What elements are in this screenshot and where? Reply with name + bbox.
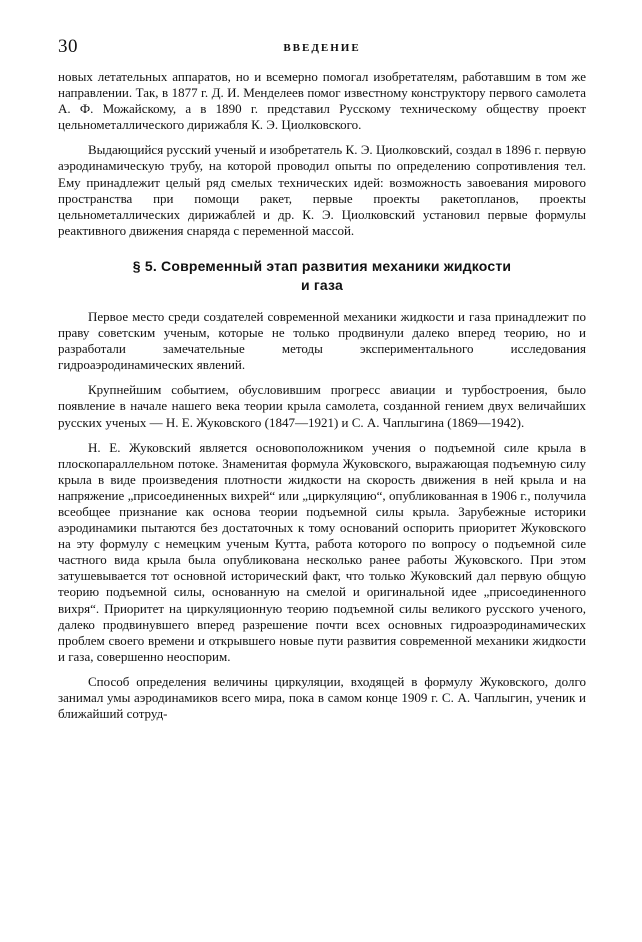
paragraph-soviet-scientists: Первое место среди создателей современной механики жидкости и газа принадлежит по праву советским ученым, которые не только продвинули далеко вперед теорию, но и разработали замечательные методы экспериментального исследования гидроаэродинамических явлений. — [58, 308, 586, 373]
running-head: ВВЕДЕНИЕ — [283, 42, 361, 54]
paragraph-continued: новых летательных аппаратов, но и всемерно помогал изобретателям, работавшим в том же направлении. Так, в 1877 г. Д. И. Менделеев помог известному конструктору первого самолета А. Ф. Можайскому, а в 1890 г. представил Русскому техническому обществу проект цельнометаллического дирижабля К. Э. Циолковского. — [58, 69, 586, 133]
page-body — [58, 69, 586, 722]
section-heading — [58, 257, 586, 295]
paragraph-tsiolkovsky: Выдающийся русский ученый и изобретатель К. Э. Циолковский, создал в 1896 г. первую аэродинамическую трубу, на которой проводил опыты по определению сопротивления тел. Ему принадлежит целый ряд смелых технических идей: возможность завоевания мирового пространства при помощи ракет, первые проекты ракетопланов, проекты цельнометаллических дирижаблей и др. К. Э. Циолковский установил первые формулы реактивного движения снаряда с переменной массой. — [58, 142, 586, 238]
paragraph-wing-theory: Крупнейшим событием, обусловившим прогресс авиации и турбостроения, было появление в начале нашего века теории крыла самолета, созданной гением двух величайших русских ученых — Н. Е. Жуковского (1847—1921) и С. А. Чаплыгина (1869—1942). — [58, 382, 586, 430]
page-number: 30 — [58, 36, 78, 57]
section-heading-line-2: и газа — [300, 276, 344, 293]
section-heading-line-1: § 5. Современный этап развития механики жидкости — [132, 257, 512, 274]
page-header — [58, 36, 586, 66]
book-page — [58, 36, 586, 722]
paragraph-circulation: Способ определения величины циркуляции, входящей в формулу Жуковского, долго занимал умы аэродинамиков всего мира, пока в самом конце 1909 г. С. А. Чаплыгин, ученик и ближайший сотруд- — [58, 673, 586, 722]
paragraph-zhukovsky: Н. Е. Жуковский является основоположником учения о подъемной силе крыла в плоскопараллельном потоке. Знаменитая формула Жуковского, выражающая подъемную силу крыла в виде произведения плотности жидкости на скорость движения в ней крыла и на напряжение „присоединенных вихрей“ или „циркуляцию“, опубликованная в 1906 г., получила всеобщее признание как основа теории подъемной силы крыла. Зарубежные историки аэродинамики пытаются без достаточных к тому оснований оспорить приоритет Жуковского на эту формулу с немецким ученым Кутта, работа которого по вопросу о подъемной силе частного вида крыла была опубликована несколько ранее работы Жуковского. При этом затушевывается тот основной исторический факт, что только Жуковский дал первую общую теорию подъемной силы, основанную на смелой и оригинальной идее „присоединенного вихря“. Приоритет на циркуляционную теорию подъемной силы великого русского ученого, далеко продвинувшего вперед разрешение почти всех основных гидроаэродинамических проблем своего времени и открывшего новые пути развития современной механики жидкости и газа, совершенно неоспорим. — [58, 439, 586, 664]
